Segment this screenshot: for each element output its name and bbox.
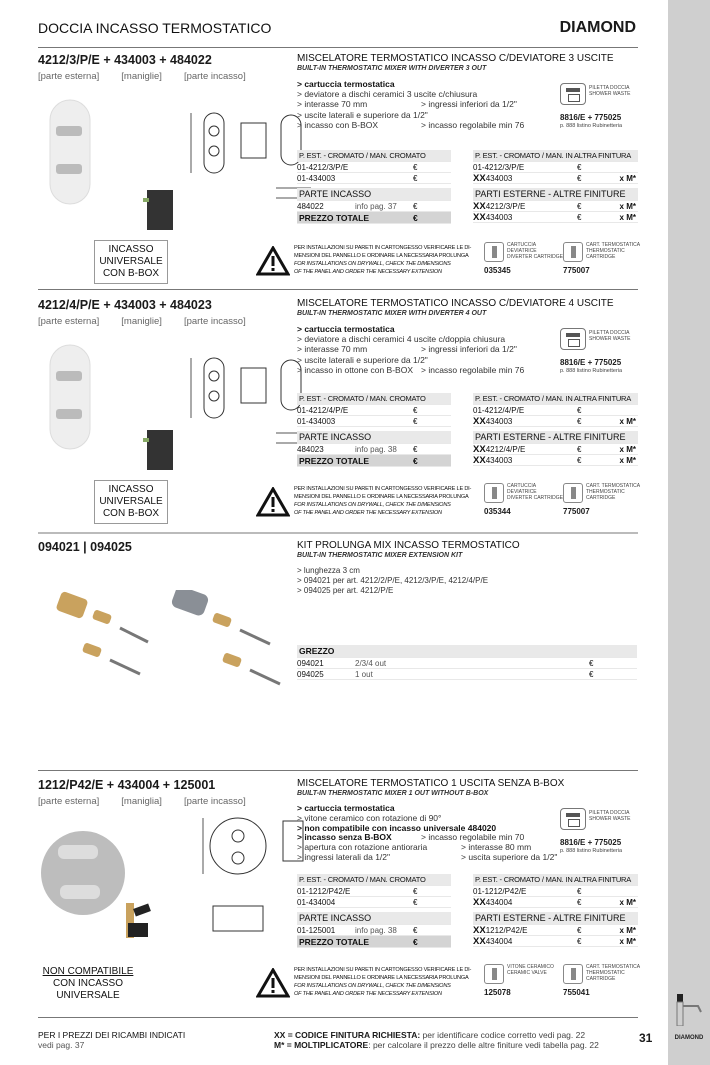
price: € [413, 406, 418, 415]
footer-legend [274, 1030, 599, 1050]
cartridge-label [507, 483, 563, 501]
article-code: 01-1212/P42/E [297, 887, 351, 896]
table-header: PARTI ESTERNE - ALTRE FINITURE [473, 912, 638, 925]
not-compatible-label [38, 966, 138, 1002]
part-label: [parte incasso] [183, 796, 246, 807]
page-title: DOCCIA INCASSO TERMOSTATICO [38, 20, 272, 36]
feature: > cartuccia termostatica [297, 324, 395, 334]
article-code: 01-4212/4/P/E [297, 406, 349, 415]
warning-line: OF THE PANEL AND ORDER THE NECESSARY EXTENSION [294, 991, 442, 997]
price: € [413, 202, 418, 211]
table-header: P. EST. - CROMATO / MAN. IN ALTRA FINITURA [473, 874, 638, 886]
part-label: [parte esterna] [38, 71, 100, 82]
label-line: PILETTA DOCCIA [589, 330, 630, 336]
feature: > cartuccia termostatica [297, 803, 395, 813]
feature-text: > ingressi inferiori da 1/2" [421, 99, 517, 110]
total-label: PREZZO TOTALE [299, 937, 370, 947]
multiplier: x M* [619, 937, 636, 946]
price: € [413, 174, 418, 183]
label-line: DEVIATRICE [507, 248, 537, 254]
table-row [297, 201, 451, 212]
shower-waste-icon [560, 328, 586, 350]
warning-line: FOR INSTALLATIONS ON DRYWALL, CHECK THE DIMENSIONS [294, 261, 451, 267]
legend-key: XX = CODICE FINITURA RICHIESTA: [274, 1030, 421, 1040]
shower-waste-icon [560, 808, 586, 830]
waste-note: p. 888 listino Rubinetteria [560, 123, 623, 129]
part-label: [parte esterna] [38, 796, 100, 807]
label-line: CON B-BOX [102, 508, 160, 519]
label-line: NON COMPATIBILE [42, 966, 134, 977]
article-code: 1212/P42/E [485, 926, 528, 935]
table-row [297, 416, 451, 427]
finish-code: XX [473, 173, 486, 184]
cartridge-icon [563, 964, 583, 984]
feature-list [297, 803, 558, 863]
price: € [413, 926, 418, 935]
feature-list [297, 79, 525, 130]
article-code: 484023 [297, 445, 324, 454]
product-code: 1212/P42/E + 434004 + 125001 [38, 778, 216, 792]
product-subtitle: BUILT-IN THERMOSTATIC MIXER 1 OUT WITHOUT B-BOX [297, 790, 489, 797]
faucet-icon [674, 992, 704, 1026]
part-labels [38, 316, 268, 327]
price: € [577, 213, 582, 222]
finish-code: XX [473, 444, 486, 455]
legend-text: : per calcolare il prezzo delle altre finiture vedi tabella pag. 22 [368, 1040, 599, 1050]
table-header: P. EST. - CROMATO / MAN. IN ALTRA FINITURA [473, 150, 638, 162]
table-header: PARTE INCASSO [297, 431, 451, 444]
label-line: CON B-BOX [102, 268, 160, 279]
bbox-image [141, 428, 177, 474]
label-line: PILETTA DOCCIA [589, 810, 630, 816]
total-row [297, 455, 451, 467]
label-line: CARTRIDGE [586, 976, 616, 982]
cartridge-code: 755041 [563, 988, 590, 997]
feature [297, 119, 525, 130]
cartridge-code: 035344 [484, 507, 511, 516]
table-header: PARTI ESTERNE - ALTRE FINITURE [473, 431, 638, 444]
price: € [589, 670, 594, 679]
price: € [413, 887, 418, 896]
warning-line: FOR INSTALLATIONS ON DRYWALL, CHECK THE DIMENSIONS [294, 983, 451, 989]
feature-text: > incasso regolabile min 70 [421, 832, 525, 843]
label-line: UNIVERSALE [99, 256, 163, 267]
article-code: 094021 [297, 659, 324, 668]
kit-title: KIT PROLUNGA MIX INCASSO TERMOSTATICO [297, 540, 520, 551]
label-line: SHOWER WASTE [589, 91, 631, 97]
article-code: 01-434003 [297, 417, 336, 426]
label-line: CARTRIDGE [586, 254, 616, 260]
product-code: 4212/3/P/E + 434003 + 484022 [38, 53, 212, 67]
product-subtitle: BUILT-IN THERMOSTATIC MIXER WITH DIVERTER 3 OUT [297, 65, 487, 72]
cartridge-icon [484, 242, 504, 262]
price: € [413, 937, 418, 947]
finish-code: XX [473, 416, 486, 427]
cartridge-label [507, 964, 554, 976]
page-header [38, 20, 638, 42]
warning-text [294, 966, 471, 998]
price: € [577, 926, 582, 935]
label-line: CARTUCCIA [507, 483, 537, 489]
multiplier: x M* [619, 174, 636, 183]
divider [38, 47, 638, 48]
article-code: 01-1212/P42/E [473, 887, 527, 896]
label-line: PILETTA DOCCIA [589, 85, 630, 91]
label-line: UNIVERSALE [56, 990, 120, 1001]
feature-text: > interasse 80 mm [461, 842, 532, 853]
feature: > uscite laterali e superiore da 1/2" [297, 354, 428, 365]
description: 1 out [355, 670, 373, 679]
table-row [473, 936, 638, 947]
feature: > uscite laterali e superiore da 1/2" [297, 109, 428, 120]
warning-icon [256, 968, 290, 998]
table-header: PARTE INCASSO [297, 188, 451, 201]
label-line: CART. TERMOSTATICA [586, 964, 641, 970]
price: € [577, 887, 582, 896]
waste-code: 8816/E + 775025 [560, 113, 622, 122]
brand-name: DIAMOND [559, 19, 636, 36]
legend-key: M* = MOLTIPLICATORE [274, 1040, 369, 1050]
table-row [473, 444, 638, 455]
table-row [297, 444, 451, 455]
divider [38, 770, 638, 771]
table-row [297, 405, 451, 416]
article-code: 01-125001 [297, 926, 336, 935]
label-line: CERAMIC VALVE [507, 970, 547, 976]
divider [38, 1017, 638, 1018]
article-code: 434003 [485, 456, 513, 465]
label-line: THERMOSTATIC [586, 970, 625, 976]
warning-line: OF THE PANEL AND ORDER THE NECESSARY EXTENSION [294, 269, 442, 275]
finish-code: XX [473, 925, 486, 936]
footer-note-title: PER I PREZZI DEI RICAMBI INDICATI [38, 1030, 186, 1040]
info-ref: info pag. 38 [355, 445, 397, 454]
feature: > 094021 per art. 4212/2/P/E, 4212/3/P/E, 4212/4/P/E [297, 576, 489, 586]
price: € [413, 417, 418, 426]
part-label: [maniglie] [121, 316, 162, 327]
warning-icon [256, 246, 290, 276]
warning-line: MENSIONI DEL PANNELLO E ORDINARE LA NECESSARIA PROLUNGA [294, 494, 469, 500]
warning-line: PER INSTALLAZIONI SU PARETI IN CARTONGESSO VERIFICARE LE DI- [294, 967, 472, 973]
footer-note-ref: vedi pag. 37 [38, 1040, 85, 1050]
label-line: DEVIATRICE [507, 489, 537, 495]
warning-line: PER INSTALLAZIONI SU PARETI IN CARTONGESSO VERIFICARE LE DI- [294, 486, 472, 492]
label-line: SHOWER WASTE [589, 816, 631, 822]
side-tab [668, 0, 710, 1065]
cartridge-label [507, 242, 563, 260]
cartridge-code: 775007 [563, 507, 590, 516]
divider [38, 532, 638, 534]
cartridge-label [586, 964, 640, 982]
article-code: 01-434004 [297, 898, 336, 907]
price: € [413, 456, 418, 466]
table-row [473, 416, 638, 427]
product-title: MISCELATORE TERMOSTATICO 1 USCITA SENZA B-BOX [297, 778, 565, 789]
legend-text: per identificare codice corretto vedi pag. 22 [420, 1030, 586, 1040]
part-label: [maniglia] [121, 796, 162, 807]
part-labels [38, 796, 268, 807]
price: € [413, 898, 418, 907]
warning-text [294, 485, 471, 517]
price: € [577, 406, 582, 415]
feature: > 094025 per art. 4212/P/E [297, 586, 394, 596]
feature-text: > apertura con rotazione antioraria [297, 842, 428, 853]
article-code: 01-4212/4/P/E [473, 406, 525, 415]
feature [297, 851, 558, 863]
article-code: 4212/3/P/E [485, 202, 526, 211]
price-table-chrome [297, 393, 451, 467]
feature-text: > interasse 70 mm [297, 344, 368, 355]
multiplier: x M* [619, 445, 636, 454]
feature-list [297, 324, 525, 375]
total-label: PREZZO TOTALE [299, 456, 370, 466]
multiplier: x M* [619, 456, 636, 465]
warning-icon [256, 487, 290, 517]
valve-body-image [108, 898, 158, 948]
price: € [577, 456, 582, 465]
product-subtitle: BUILT-IN THERMOSTATIC MIXER WITH DIVERTER 4 OUT [297, 310, 487, 317]
label-line: CART. TERMOSTATICA [586, 242, 641, 248]
finish-code: XX [473, 201, 486, 212]
price: € [413, 445, 418, 454]
total-row [297, 212, 451, 224]
article-code: 094025 [297, 670, 324, 679]
table-header: PARTE INCASSO [297, 912, 451, 925]
warning-line: FOR INSTALLATIONS ON DRYWALL, CHECK THE DIMENSIONS [294, 502, 451, 508]
description: 2/3/4 out [355, 659, 387, 668]
incasso-universale-label [94, 480, 168, 524]
finish-code: XX [473, 897, 486, 908]
table-row [297, 897, 451, 908]
part-label: [parte incasso] [183, 316, 246, 327]
total-label: PREZZO TOTALE [299, 213, 370, 223]
article-code: 4212/4/P/E [485, 445, 526, 454]
article-code: 01-4212/3/P/E [473, 163, 525, 172]
feature [297, 99, 517, 110]
side-logo [668, 992, 710, 1041]
label-line: CON INCASSO [52, 978, 123, 989]
product-section-1 [38, 53, 641, 283]
waste-note: p. 888 listino Rubinetteria [560, 848, 623, 854]
table-row [297, 173, 451, 184]
article-code: 484022 [297, 202, 324, 211]
table-row [473, 886, 638, 897]
article-code: 434003 [485, 417, 513, 426]
table-header: P. EST. - CROMATO / MAN. CROMATO [297, 150, 451, 162]
feature-text: > incasso senza B-BOX [297, 832, 392, 843]
article-code: 434004 [485, 937, 513, 946]
waste-code: 8816/E + 775025 [560, 358, 622, 367]
price-table-other [473, 874, 638, 947]
product-code: 4212/4/P/E + 434003 + 484023 [38, 298, 212, 312]
feature-text: > incasso con B-BOX [297, 119, 379, 130]
cartridge-label [586, 242, 640, 260]
shower-waste-icon [560, 83, 586, 105]
legend-m [274, 1040, 599, 1050]
price: € [413, 213, 418, 223]
cartridge-icon [484, 483, 504, 503]
multiplier: x M* [619, 213, 636, 222]
extension-kit-image [48, 590, 288, 700]
waste-note: p. 888 listino Rubinetteria [560, 368, 623, 374]
table-row [297, 886, 451, 897]
kit-feature-list [297, 566, 488, 597]
label-line: CART. TERMOSTATICA [586, 483, 641, 489]
label-line: DIVERTER CARTRIDGE [507, 254, 563, 260]
part-labels [38, 71, 268, 82]
feature: > deviatore a dischi ceramici 4 uscite c/doppia chiusura [297, 334, 506, 345]
price: € [589, 659, 594, 668]
waste-label [589, 85, 630, 97]
warning-line: OF THE PANEL AND ORDER THE NECESSARY EXTENSION [294, 510, 442, 516]
kit-section [38, 540, 638, 760]
cartridge-code: 775007 [563, 266, 590, 275]
table-header: P. EST. - CROMATO / MAN. IN ALTRA FINITURA [473, 393, 638, 405]
divider [38, 289, 638, 290]
price: € [577, 163, 582, 172]
legend-xx [274, 1030, 599, 1040]
warning-line: MENSIONI DEL PANNELLO E ORDINARE LA NECESSARIA PROLUNGA [294, 253, 469, 259]
multiplier: x M* [619, 202, 636, 211]
feature: > non compatibile con incasso universale 484020 [297, 822, 497, 833]
table-header: GREZZO [297, 645, 637, 658]
multiplier: x M* [619, 898, 636, 907]
product-title: MISCELATORE TERMOSTATICO INCASSO C/DEVIATORE 3 USCITE [297, 53, 614, 64]
table-header: P. EST. - CROMATO / MAN. CROMATO [297, 393, 451, 405]
cartridge-icon [484, 964, 504, 984]
waste-label [589, 810, 630, 822]
part-label: [parte esterna] [38, 316, 100, 327]
price: € [577, 202, 582, 211]
feature: > vitone ceramico con rotazione di 90° [297, 812, 442, 823]
table-row [473, 405, 638, 416]
table-row [297, 669, 637, 680]
article-code: 01-4212/3/P/E [297, 163, 349, 172]
finish-code: XX [473, 212, 486, 223]
feature-text: > uscita superiore da 1/2" [461, 851, 558, 862]
table-row [297, 925, 451, 936]
part-label: [maniglie] [121, 71, 162, 82]
price: € [413, 163, 418, 172]
price: € [577, 898, 582, 907]
table-row [473, 173, 638, 184]
part-label: [parte incasso] [183, 71, 246, 82]
kit-code: 094021 | 094025 [38, 540, 132, 554]
bbox-image [141, 188, 177, 234]
feature-text: > ingressi inferiori da 1/2" [421, 344, 517, 355]
footer-spare-parts-note [38, 1030, 185, 1050]
label-line: CARTUCCIA [507, 242, 537, 248]
article-code: 434004 [485, 898, 513, 907]
price-table-chrome [297, 150, 451, 224]
label-line: CARTRIDGE [586, 495, 616, 501]
info-ref: info pag. 37 [355, 202, 397, 211]
waste-code: 8816/E + 775025 [560, 838, 622, 847]
product-section-3 [38, 778, 641, 1008]
price: € [577, 937, 582, 946]
price-table-chrome [297, 874, 451, 948]
article-code: 434003 [485, 213, 513, 222]
table-row [297, 162, 451, 173]
label-line: VITONE CERAMICO [507, 964, 554, 970]
label-line: UNIVERSALE [99, 496, 163, 507]
total-row [297, 936, 451, 948]
table-header: PARTI ESTERNE - ALTRE FINITURE [473, 188, 638, 201]
label-line: DIVERTER CARTRIDGE [507, 495, 563, 501]
table-row [473, 212, 638, 223]
article-code: 434003 [485, 174, 513, 183]
feature [297, 364, 525, 375]
article-code: 01-434003 [297, 174, 336, 183]
label-line: THERMOSTATIC [586, 489, 625, 495]
multiplier: x M* [619, 926, 636, 935]
feature-text: > incasso regolabile min 76 [421, 364, 525, 375]
table-row [473, 201, 638, 212]
feature: > lunghezza 3 cm [297, 566, 360, 575]
warning-text [294, 244, 471, 276]
label-line: SHOWER WASTE [589, 336, 631, 342]
multiplier: x M* [619, 417, 636, 426]
label-line: INCASSO [108, 484, 154, 495]
page-number: 31 [639, 1031, 653, 1045]
cartridge-code: 125078 [484, 988, 511, 997]
feature: > cartuccia termostatica [297, 79, 395, 89]
warning-line: PER INSTALLAZIONI SU PARETI IN CARTONGESSO VERIFICARE LE DI- [294, 245, 472, 251]
feature-text: > incasso in ottone con B-BOX [297, 364, 413, 375]
price: € [577, 174, 582, 183]
cartridge-icon [563, 483, 583, 503]
kit-price-table [297, 645, 637, 680]
table-row [473, 162, 638, 173]
product-section-2 [38, 298, 641, 528]
feature-text: > interasse 70 mm [297, 99, 368, 110]
label-line: THERMOSTATIC [586, 248, 625, 254]
cartridge-label [586, 483, 640, 501]
incasso-universale-label [94, 240, 168, 284]
feature-text: > incasso regolabile min 76 [421, 119, 525, 130]
kit-subtitle: BUILT-IN THERMOSTATIC MIXER EXTENSION KIT [297, 552, 463, 559]
finish-code: XX [473, 455, 486, 466]
cartridge-icon [563, 242, 583, 262]
finish-code: XX [473, 936, 486, 947]
table-header: P. EST. - CROMATO / MAN. CROMATO [297, 874, 451, 886]
feature [297, 344, 517, 355]
table-row [473, 897, 638, 908]
table-row [473, 925, 638, 936]
feature: > deviatore a dischi ceramici 3 uscite c/chiusura [297, 89, 478, 100]
oval-plate-image [46, 343, 106, 453]
table-row [297, 658, 637, 669]
cartridge-code: 035345 [484, 266, 511, 275]
product-title: MISCELATORE TERMOSTATICO INCASSO C/DEVIATORE 4 USCITE [297, 298, 614, 309]
table-row [473, 455, 638, 466]
feature-text: > ingressi laterali da 1/2" [297, 851, 391, 862]
price: € [577, 417, 582, 426]
side-brand: DIAMOND [674, 1035, 704, 1041]
price: € [577, 445, 582, 454]
price-table-other [473, 393, 638, 466]
label-line: INCASSO [108, 244, 154, 255]
oval-plate-image [46, 98, 106, 208]
price-table-other [473, 150, 638, 223]
waste-label [589, 330, 630, 342]
warning-line: MENSIONI DEL PANNELLO E ORDINARE LA NECESSARIA PROLUNGA [294, 975, 469, 981]
info-ref: info pag. 38 [355, 926, 397, 935]
